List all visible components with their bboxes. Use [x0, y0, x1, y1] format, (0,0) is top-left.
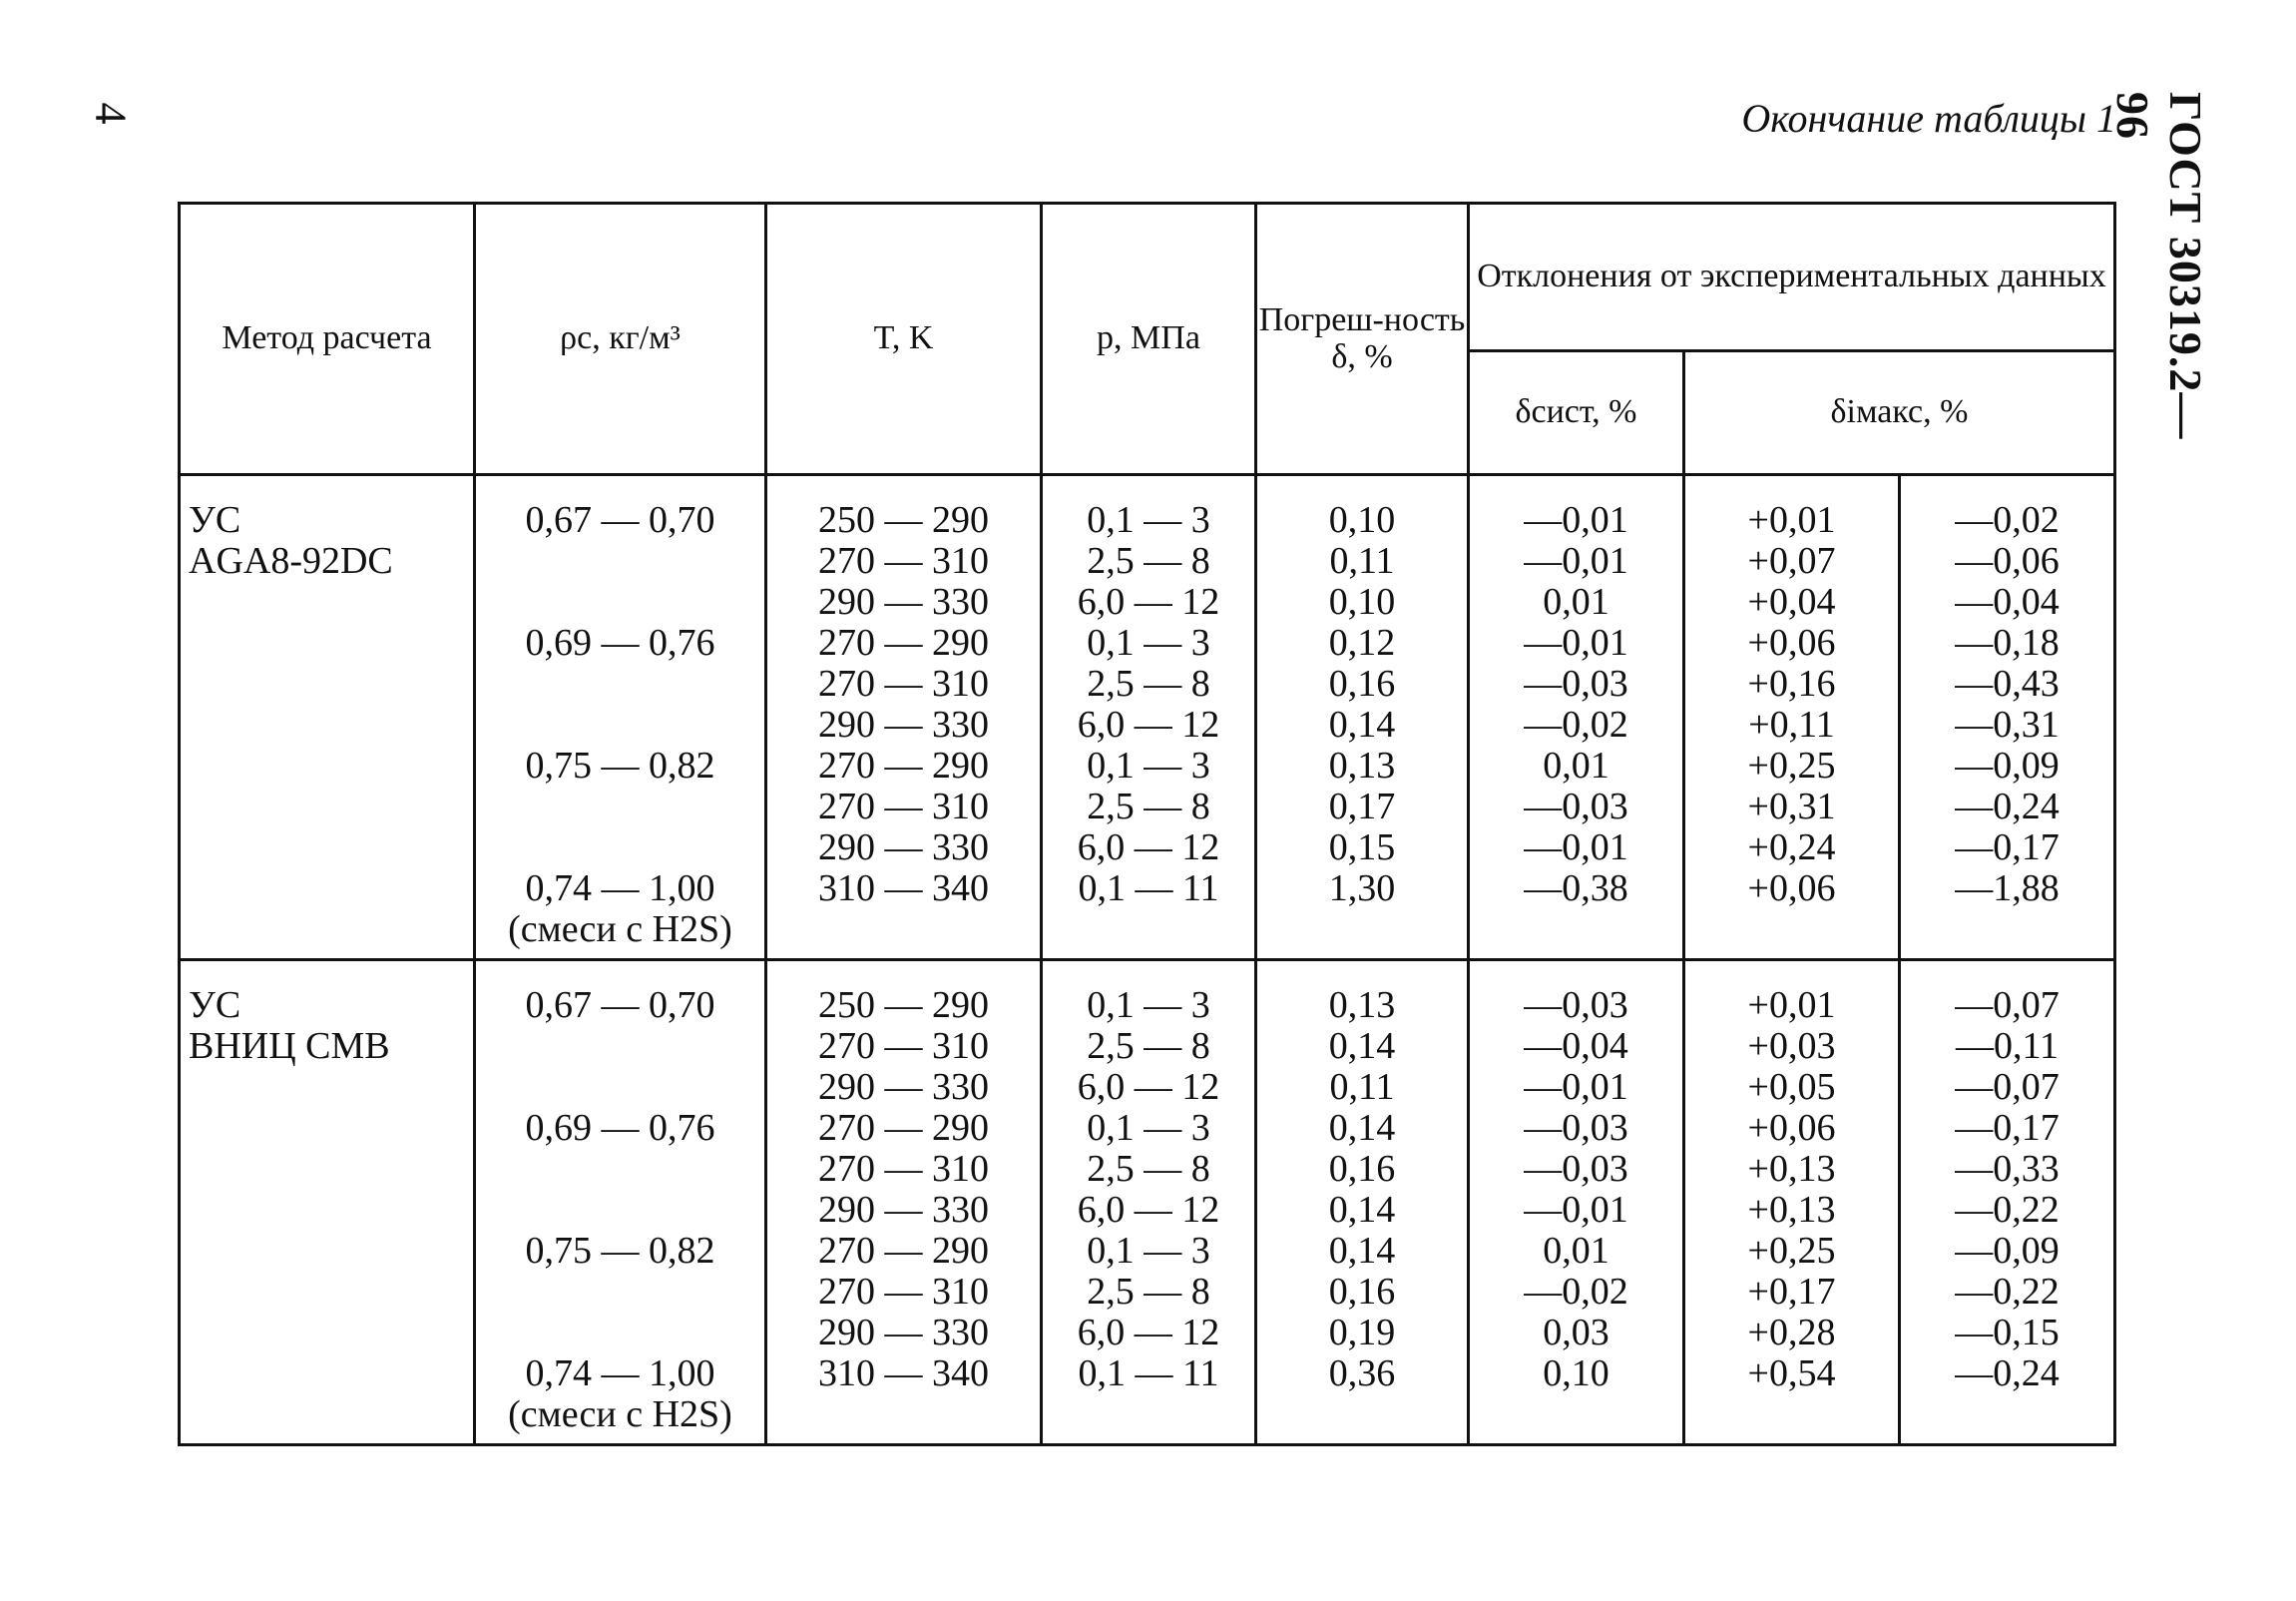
cell-line: —0,03 [1524, 663, 1628, 705]
cell-line: +0,04 [1747, 581, 1836, 623]
cell-line: 290 — 330 [818, 1312, 989, 1353]
cell-line: 0,11 [1329, 1066, 1395, 1108]
cell-line: 310 — 340 [818, 1352, 989, 1394]
cell-line: 0,10 [1543, 1352, 1609, 1394]
cell-line: 290 — 330 [818, 1189, 989, 1231]
cell-line: 0,12 [1328, 622, 1396, 664]
cell-line: —0,01 [1524, 826, 1628, 868]
cell-line: —0,07 [1955, 1066, 2060, 1108]
method-cell [180, 960, 475, 1445]
cell-line: +0,06 [1747, 1107, 1836, 1149]
cell-line: —0,24 [1955, 786, 2060, 827]
cell-line: 0,1 — 3 [1087, 984, 1210, 1026]
header-pressure: p, МПа [1042, 204, 1256, 475]
cell-line: —0,31 [1955, 704, 2060, 746]
cell-line: —0,03 [1524, 786, 1628, 827]
standard-code: ГОСТ 30319.2—96 [2107, 92, 2211, 440]
cell-line: —0,01 [1524, 540, 1628, 582]
cell-line: —0,18 [1955, 622, 2060, 664]
density-cell [475, 960, 766, 1445]
cell-line: 0,67 — 0,70 [525, 984, 715, 1026]
cell-line: 0,17 [1328, 786, 1396, 827]
cell-line: +0,54 [1747, 1352, 1836, 1394]
cell-line: 0,14 [1328, 1189, 1396, 1231]
cell-line: —0,15 [1955, 1312, 2060, 1353]
error-cell [1256, 475, 1469, 960]
cell-line: (смеси с H2S) [508, 1393, 732, 1435]
cell-line: 2,5 — 8 [1087, 540, 1210, 582]
cell-line: —0,24 [1955, 1352, 2060, 1394]
cell-line: 0,16 [1328, 1148, 1396, 1190]
cell-line: —0,01 [1524, 1189, 1628, 1231]
cell-line: 2,5 — 8 [1087, 1271, 1210, 1313]
cell-line: 0,1 — 3 [1087, 499, 1210, 541]
pressure-cell [1042, 475, 1256, 960]
cell-line: —0,06 [1955, 540, 2060, 582]
cell-line: 0,19 [1328, 1312, 1396, 1353]
cell-line: —0,01 [1524, 622, 1628, 664]
cell-line: 270 — 290 [818, 745, 989, 787]
cell-line: 6,0 — 12 [1077, 826, 1220, 868]
cell-line: 6,0 — 12 [1077, 581, 1220, 623]
cell-line: —0,02 [1524, 1271, 1628, 1313]
cell-line: 0,16 [1328, 1271, 1396, 1313]
cell-line: —0,04 [1524, 1025, 1628, 1067]
cell-line: —0,03 [1524, 1148, 1628, 1190]
cell-line: —0,33 [1955, 1148, 2060, 1190]
cell-line: +0,06 [1747, 622, 1836, 664]
header-method: Метод расчета [180, 204, 475, 475]
cell-line: 290 — 330 [818, 826, 989, 868]
header-deviations: Отклонения от экспериментальных данных [1469, 204, 2115, 351]
cell-line: —0,17 [1955, 826, 2060, 868]
cell-line: AGA8-92DC [189, 540, 393, 582]
cell-line: 310 — 340 [818, 867, 989, 909]
cell-line: УС [189, 499, 241, 541]
cell-line: 0,36 [1328, 1352, 1396, 1394]
cell-line: 0,1 — 11 [1078, 1352, 1219, 1394]
cell-line: 2,5 — 8 [1087, 663, 1210, 705]
density-cell [475, 475, 766, 960]
cell-line: —0,09 [1955, 1230, 2060, 1272]
cell-line: 0,74 — 1,00 [525, 867, 715, 909]
cell-line: +0,13 [1747, 1189, 1836, 1231]
table-row [180, 475, 2115, 960]
cell-line: 0,69 — 0,76 [525, 622, 715, 664]
pressure-cell [1042, 960, 1256, 1445]
cell-line: 270 — 310 [818, 786, 989, 827]
cell-line: 0,75 — 0,82 [525, 1230, 715, 1272]
error-cell [1256, 960, 1469, 1445]
cell-line: 0,16 [1328, 663, 1396, 705]
cell-line: 2,5 — 8 [1087, 1148, 1210, 1190]
cell-line: 270 — 310 [818, 1271, 989, 1313]
temperature-cell [766, 475, 1042, 960]
cell-line: 270 — 310 [818, 540, 989, 582]
cell-line: 0,14 [1328, 1025, 1396, 1067]
cell-line: 0,13 [1328, 745, 1396, 787]
cell-line: 6,0 — 12 [1077, 1312, 1220, 1353]
cell-line: 0,1 — 3 [1087, 1107, 1210, 1149]
systematic-deviation-cell [1469, 475, 1684, 960]
cell-line: —0,22 [1955, 1271, 2060, 1313]
cell-line: 270 — 310 [818, 663, 989, 705]
cell-line: 1,30 [1328, 867, 1396, 909]
cell-line: —0,22 [1955, 1189, 2060, 1231]
header-systematic: δсист, % [1469, 351, 1684, 475]
cell-line: +0,28 [1747, 1312, 1836, 1353]
cell-line: (смеси с H2S) [508, 908, 732, 950]
cell-line: +0,24 [1747, 826, 1836, 868]
cell-line: +0,01 [1747, 499, 1836, 541]
temperature-cell [766, 960, 1042, 1445]
table-body [180, 475, 2115, 1445]
cell-line: 0,14 [1328, 1107, 1396, 1149]
cell-line: 6,0 — 12 [1077, 1066, 1220, 1108]
table-row [180, 960, 2115, 1445]
cell-line: —0,07 [1955, 984, 2060, 1026]
cell-line: —0,03 [1524, 984, 1628, 1026]
max-minus-deviation-cell [1900, 960, 2115, 1445]
cell-line: +0,17 [1747, 1271, 1836, 1313]
cell-line: УС [189, 984, 241, 1026]
cell-line: —0,38 [1524, 867, 1628, 909]
max-plus-deviation-cell [1684, 475, 1900, 960]
page-number: 4 [86, 102, 136, 125]
header-temperature: T, K [766, 204, 1042, 475]
cell-line: 2,5 — 8 [1087, 786, 1210, 827]
cell-line: —1,88 [1955, 867, 2060, 909]
cell-line: —0,01 [1524, 1066, 1628, 1108]
cell-line: +0,01 [1747, 984, 1836, 1026]
cell-line: +0,07 [1747, 540, 1836, 582]
max-plus-deviation-cell [1684, 960, 1900, 1445]
cell-line: +0,16 [1747, 663, 1836, 705]
cell-line: 0,10 [1328, 499, 1396, 541]
cell-line: +0,25 [1747, 745, 1836, 787]
cell-line: 0,1 — 3 [1087, 622, 1210, 664]
cell-line: 0,13 [1328, 984, 1396, 1026]
method-cell [180, 475, 475, 960]
cell-line: —0,01 [1524, 499, 1628, 541]
cell-line: 0,1 — 3 [1087, 745, 1210, 787]
cell-line: 250 — 290 [818, 499, 989, 541]
cell-line: 0,01 [1543, 1230, 1609, 1272]
cell-line: +0,25 [1747, 1230, 1836, 1272]
cell-line: +0,05 [1747, 1066, 1836, 1108]
cell-line: 0,69 — 0,76 [525, 1107, 715, 1149]
cell-line: 270 — 290 [818, 1107, 989, 1149]
header-error: Погреш-ность δ, % [1256, 204, 1469, 475]
cell-line: 0,1 — 3 [1087, 1230, 1210, 1272]
cell-line: 0,11 [1329, 540, 1395, 582]
header-density: ρс, кг/м³ [475, 204, 766, 475]
cell-line: 250 — 290 [818, 984, 989, 1026]
cell-line: 0,15 [1328, 826, 1396, 868]
cell-line: 0,74 — 1,00 [525, 1352, 715, 1394]
cell-line: —0,02 [1955, 499, 2060, 541]
cell-line: +0,06 [1747, 867, 1836, 909]
systematic-deviation-cell [1469, 960, 1684, 1445]
cell-line: 0,14 [1328, 1230, 1396, 1272]
cell-line: 6,0 — 12 [1077, 1189, 1220, 1231]
cell-line: 0,75 — 0,82 [525, 745, 715, 787]
cell-line: 0,14 [1328, 704, 1396, 746]
cell-line: —0,09 [1955, 745, 2060, 787]
cell-line: 0,10 [1328, 581, 1396, 623]
cell-line: ВНИЦ СМВ [189, 1025, 390, 1067]
cell-line: 290 — 330 [818, 704, 989, 746]
cell-line: 270 — 310 [818, 1025, 989, 1067]
cell-line: +0,11 [1748, 704, 1835, 746]
cell-line: 270 — 310 [818, 1148, 989, 1190]
cell-line: 0,01 [1543, 745, 1609, 787]
cell-line: —0,03 [1524, 1107, 1628, 1149]
cell-line: +0,03 [1747, 1025, 1836, 1067]
cell-line: —0,04 [1955, 581, 2060, 623]
data-table [178, 202, 2116, 1446]
cell-line: 270 — 290 [818, 1230, 989, 1272]
cell-line: —0,02 [1524, 704, 1628, 746]
cell-line: —0,43 [1955, 663, 2060, 705]
cell-line: +0,13 [1747, 1148, 1836, 1190]
cell-line: —0,17 [1955, 1107, 2060, 1149]
cell-line: —0,11 [1955, 1025, 2060, 1067]
max-minus-deviation-cell [1900, 475, 2115, 960]
cell-line: 0,67 — 0,70 [525, 499, 715, 541]
cell-line: 0,1 — 11 [1078, 867, 1219, 909]
cell-line: +0,31 [1747, 786, 1836, 827]
cell-line: 290 — 330 [818, 581, 989, 623]
cell-line: 6,0 — 12 [1077, 704, 1220, 746]
cell-line: 290 — 330 [818, 1066, 989, 1108]
header-max: δiмакс, % [1684, 351, 2115, 475]
cell-line: 0,01 [1543, 581, 1609, 623]
cell-line: 2,5 — 8 [1087, 1025, 1210, 1067]
table-continuation-label: Окончание таблицы 1 [1741, 96, 2116, 141]
cell-line: 0,03 [1543, 1312, 1609, 1353]
cell-line: 270 — 290 [818, 622, 989, 664]
